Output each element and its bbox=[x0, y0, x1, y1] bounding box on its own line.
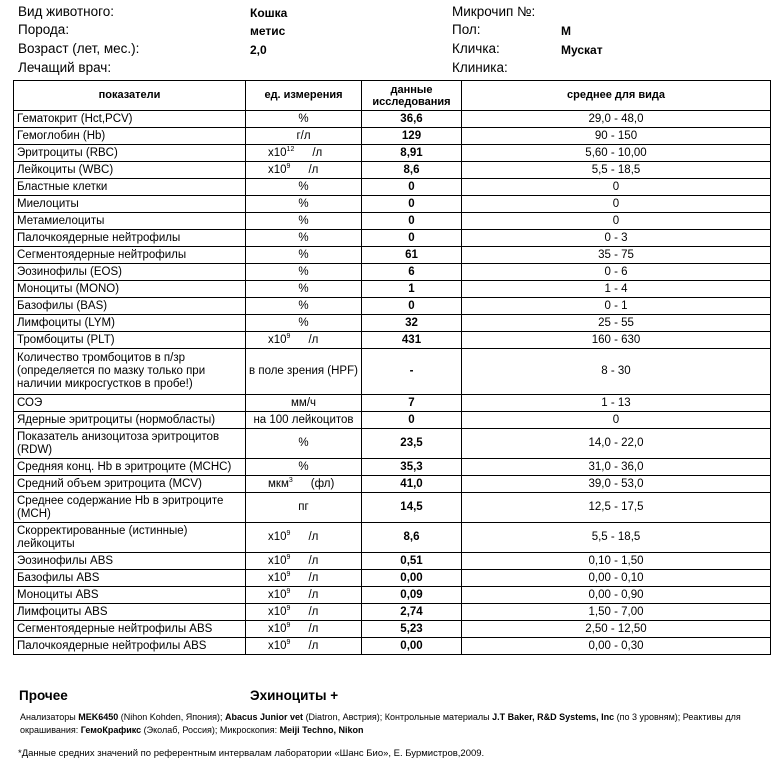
age-value: 2,0 bbox=[250, 43, 267, 57]
param-unit: % bbox=[246, 230, 362, 247]
breed-value: метис bbox=[250, 24, 286, 38]
param-unit: $x10^9$ /л bbox=[246, 621, 362, 638]
param-unit: % bbox=[246, 281, 362, 298]
param-name: Сегментоядерные нейтрофилы ABS bbox=[14, 621, 246, 638]
table-row bbox=[14, 553, 771, 570]
param-name: Базофилы ABS bbox=[14, 570, 246, 587]
table-header-row bbox=[14, 81, 771, 111]
breed-label: Порода: bbox=[18, 22, 70, 37]
param-name: Гемоглобин (Hb) bbox=[14, 128, 246, 145]
param-norm: 1 - 4 bbox=[462, 281, 771, 298]
param-name: Эозинофилы (EOS) bbox=[14, 264, 246, 281]
param-norm: 8 - 30 bbox=[462, 349, 771, 395]
param-unit: % bbox=[246, 213, 362, 230]
age-label: Возраст (лет, мес.): bbox=[18, 41, 140, 56]
sex-label: Пол: bbox=[452, 22, 481, 37]
param-name: Лимфоциты (LYM) bbox=[14, 315, 246, 332]
param-unit: % bbox=[246, 111, 362, 128]
param-name: Средняя конц. Hb в эритроците (MCHC) bbox=[14, 459, 246, 476]
param-value: 23,5 bbox=[362, 429, 462, 459]
col-param: показатели bbox=[14, 81, 246, 111]
param-norm: 35 - 75 bbox=[462, 247, 771, 264]
table-row bbox=[14, 111, 771, 128]
param-value: - bbox=[362, 349, 462, 395]
param-unit: $x10^9$ /л bbox=[246, 332, 362, 349]
table-row bbox=[14, 638, 771, 655]
table-row bbox=[14, 281, 771, 298]
param-norm: 0,00 - 0,90 bbox=[462, 587, 771, 604]
table-row bbox=[14, 247, 771, 264]
table-row bbox=[14, 230, 771, 247]
param-value: 0 bbox=[362, 230, 462, 247]
param-unit: % bbox=[246, 179, 362, 196]
param-unit: $x10^9$ /л bbox=[246, 162, 362, 179]
param-value: 41,0 bbox=[362, 476, 462, 493]
param-value: 0,00 bbox=[362, 638, 462, 655]
table-row bbox=[14, 162, 771, 179]
param-norm: 39,0 - 53,0 bbox=[462, 476, 771, 493]
results-table bbox=[13, 80, 771, 655]
table-row bbox=[14, 395, 771, 412]
param-value: 8,6 bbox=[362, 162, 462, 179]
microscopy: Meiji Techno, Nikon bbox=[279, 725, 364, 735]
param-unit: % bbox=[246, 196, 362, 213]
col-data: данные исследования bbox=[362, 81, 462, 111]
param-unit: % bbox=[246, 315, 362, 332]
param-norm: 14,0 - 22,0 bbox=[462, 429, 771, 459]
doctor-label: Лечащий врач: bbox=[18, 60, 112, 75]
param-norm: 0,00 - 0,10 bbox=[462, 570, 771, 587]
table-row bbox=[14, 332, 771, 349]
param-name: Моноциты (MONO) bbox=[14, 281, 246, 298]
clinic-label: Клиника: bbox=[452, 60, 508, 75]
param-norm: 1 - 13 bbox=[462, 395, 771, 412]
param-unit: $x10^9$ /л bbox=[246, 523, 362, 553]
param-value: 0,00 bbox=[362, 570, 462, 587]
param-name: Эозинофилы ABS bbox=[14, 553, 246, 570]
param-value: 6 bbox=[362, 264, 462, 281]
animal-label: Вид животного: bbox=[18, 4, 115, 19]
param-value: 0 bbox=[362, 213, 462, 230]
param-norm: 0,10 - 1,50 bbox=[462, 553, 771, 570]
col-norm: среднее для вида bbox=[462, 81, 771, 111]
param-unit: пг bbox=[246, 493, 362, 523]
col-unit: ед. измерения bbox=[246, 81, 362, 111]
param-name: Лимфоциты ABS bbox=[14, 604, 246, 621]
param-value: 36,6 bbox=[362, 111, 462, 128]
param-norm: 0 bbox=[462, 412, 771, 429]
table-row bbox=[14, 412, 771, 429]
param-value: 1 bbox=[362, 281, 462, 298]
param-name: Тромбоциты (PLT) bbox=[14, 332, 246, 349]
param-name: Лейкоциты (WBC) bbox=[14, 162, 246, 179]
param-name: Базофилы (BAS) bbox=[14, 298, 246, 315]
param-name: СОЭ bbox=[14, 395, 246, 412]
animal-value: Кошка bbox=[250, 6, 288, 20]
table-row bbox=[14, 493, 771, 523]
param-value: 7 bbox=[362, 395, 462, 412]
name-value: Мускат bbox=[561, 43, 603, 57]
param-norm: 160 - 630 bbox=[462, 332, 771, 349]
param-value: 2,74 bbox=[362, 604, 462, 621]
param-unit: $x10^9$ /л bbox=[246, 587, 362, 604]
table-row bbox=[14, 349, 771, 395]
microchip-label: Микрочип №: bbox=[452, 4, 536, 19]
param-unit: % bbox=[246, 247, 362, 264]
table-body bbox=[14, 111, 771, 655]
other-label: Прочее bbox=[19, 688, 68, 703]
param-name: Гематокрит (Hct,PCV) bbox=[14, 111, 246, 128]
table-row bbox=[14, 604, 771, 621]
param-norm: 0 - 1 bbox=[462, 298, 771, 315]
table-row bbox=[14, 459, 771, 476]
param-name: Ядерные эритроциты (нормобласты) bbox=[14, 412, 246, 429]
param-unit: % bbox=[246, 459, 362, 476]
control-materials: J.T Baker, R&D Systems, Inc bbox=[492, 712, 615, 722]
param-value: 8,6 bbox=[362, 523, 462, 553]
param-unit: г/л bbox=[246, 128, 362, 145]
param-unit: $x10^9$ /л bbox=[246, 570, 362, 587]
param-name: Эритроциты (RBC) bbox=[14, 145, 246, 162]
param-name: Скорректированные (истинные) лейкоциты bbox=[14, 523, 246, 553]
param-norm: 1,50 - 7,00 bbox=[462, 604, 771, 621]
param-value: 5,23 bbox=[362, 621, 462, 638]
param-norm: 12,5 - 17,5 bbox=[462, 493, 771, 523]
param-name: Миелоциты bbox=[14, 196, 246, 213]
param-norm: 25 - 55 bbox=[462, 315, 771, 332]
param-norm: 29,0 - 48,0 bbox=[462, 111, 771, 128]
param-value: 0,09 bbox=[362, 587, 462, 604]
name-label: Кличка: bbox=[452, 41, 500, 56]
param-norm: 90 - 150 bbox=[462, 128, 771, 145]
param-value: 129 bbox=[362, 128, 462, 145]
param-norm: 0 bbox=[462, 213, 771, 230]
param-value: 14,5 bbox=[362, 493, 462, 523]
param-norm: 5,60 - 10,00 bbox=[462, 145, 771, 162]
param-value: 32 bbox=[362, 315, 462, 332]
param-norm: 5,5 - 18,5 bbox=[462, 162, 771, 179]
param-unit: % bbox=[246, 298, 362, 315]
table-row bbox=[14, 587, 771, 604]
param-name: Метамиелоциты bbox=[14, 213, 246, 230]
param-name: Моноциты ABS bbox=[14, 587, 246, 604]
param-norm: 0 bbox=[462, 179, 771, 196]
param-unit: $x10^9$ /л bbox=[246, 638, 362, 655]
param-name: Средний объем эритроцита (MCV) bbox=[14, 476, 246, 493]
table-row bbox=[14, 298, 771, 315]
param-unit: $x10^{12}$ /л bbox=[246, 145, 362, 162]
param-value: 0 bbox=[362, 298, 462, 315]
param-unit: мм/ч bbox=[246, 395, 362, 412]
param-value: 0 bbox=[362, 179, 462, 196]
other-value: Эхиноциты + bbox=[250, 688, 339, 703]
param-norm: 0,00 - 0,30 bbox=[462, 638, 771, 655]
table-row bbox=[14, 476, 771, 493]
sex-value: М bbox=[561, 24, 571, 38]
table-row bbox=[14, 196, 771, 213]
param-unit: % bbox=[246, 264, 362, 281]
param-name: Палочкоядерные нейтрофилы bbox=[14, 230, 246, 247]
param-value: 0 bbox=[362, 412, 462, 429]
param-value: 0 bbox=[362, 196, 462, 213]
param-name: Количество тромбоцитов в п/зр (определяется по мазку только при наличии микросгустков в пробе!) bbox=[14, 349, 246, 395]
param-norm: 0 - 3 bbox=[462, 230, 771, 247]
table-row bbox=[14, 128, 771, 145]
table-row bbox=[14, 179, 771, 196]
equipment-note: Анализаторы MEK6450 (Nihon Kohden, Япония); Abacus Junior vet (Diatron, Австрия); Контрольные материалы J.T Baker, R&D Systems, Inc (по 3 уровням); Реактивы для окрашивания: ГемоКрафикс (Эколаб, Россия); Микроскопия: Meiji Techno, Nikon bbox=[20, 712, 741, 735]
analyzer1: MEK6450 bbox=[78, 712, 119, 722]
table-row bbox=[14, 429, 771, 459]
table-row bbox=[14, 621, 771, 638]
param-name: Среднее содержание Hb в эритроците (MCH) bbox=[14, 493, 246, 523]
param-unit: в поле зрения (HPF) bbox=[246, 349, 362, 395]
param-unit: $x10^9$ /л bbox=[246, 553, 362, 570]
param-norm: 2,50 - 12,50 bbox=[462, 621, 771, 638]
reference-note: *Данные средних значений по референтным интервалам лаборатории «Шанс Био», Е. Бурмистров,2009. bbox=[18, 748, 485, 759]
param-name: Палочкоядерные нейтрофилы ABS bbox=[14, 638, 246, 655]
param-name: Показатель анизоцитоза эритроцитов (RDW) bbox=[14, 429, 246, 459]
param-value: 8,91 bbox=[362, 145, 462, 162]
stain: ГемоКрафикс bbox=[80, 725, 142, 735]
analyzer2: Abacus Junior vet bbox=[225, 712, 304, 722]
param-norm: 0 - 6 bbox=[462, 264, 771, 281]
param-name: Бластные клетки bbox=[14, 179, 246, 196]
param-value: 431 bbox=[362, 332, 462, 349]
param-norm: 5,5 - 18,5 bbox=[462, 523, 771, 553]
param-norm: 31,0 - 36,0 bbox=[462, 459, 771, 476]
param-norm: 0 bbox=[462, 196, 771, 213]
table-row bbox=[14, 213, 771, 230]
param-unit: $x10^9$ /л bbox=[246, 604, 362, 621]
param-unit: на 100 лейкоцитов bbox=[246, 412, 362, 429]
param-unit: мкм$^3$ (фл) bbox=[246, 476, 362, 493]
param-value: 35,3 bbox=[362, 459, 462, 476]
param-value: 0,51 bbox=[362, 553, 462, 570]
table-row bbox=[14, 145, 771, 162]
param-unit: % bbox=[246, 429, 362, 459]
table-row bbox=[14, 570, 771, 587]
table-row bbox=[14, 264, 771, 281]
table-row bbox=[14, 315, 771, 332]
param-name: Сегментоядерные нейтрофилы bbox=[14, 247, 246, 264]
table-row bbox=[14, 523, 771, 553]
param-value: 61 bbox=[362, 247, 462, 264]
